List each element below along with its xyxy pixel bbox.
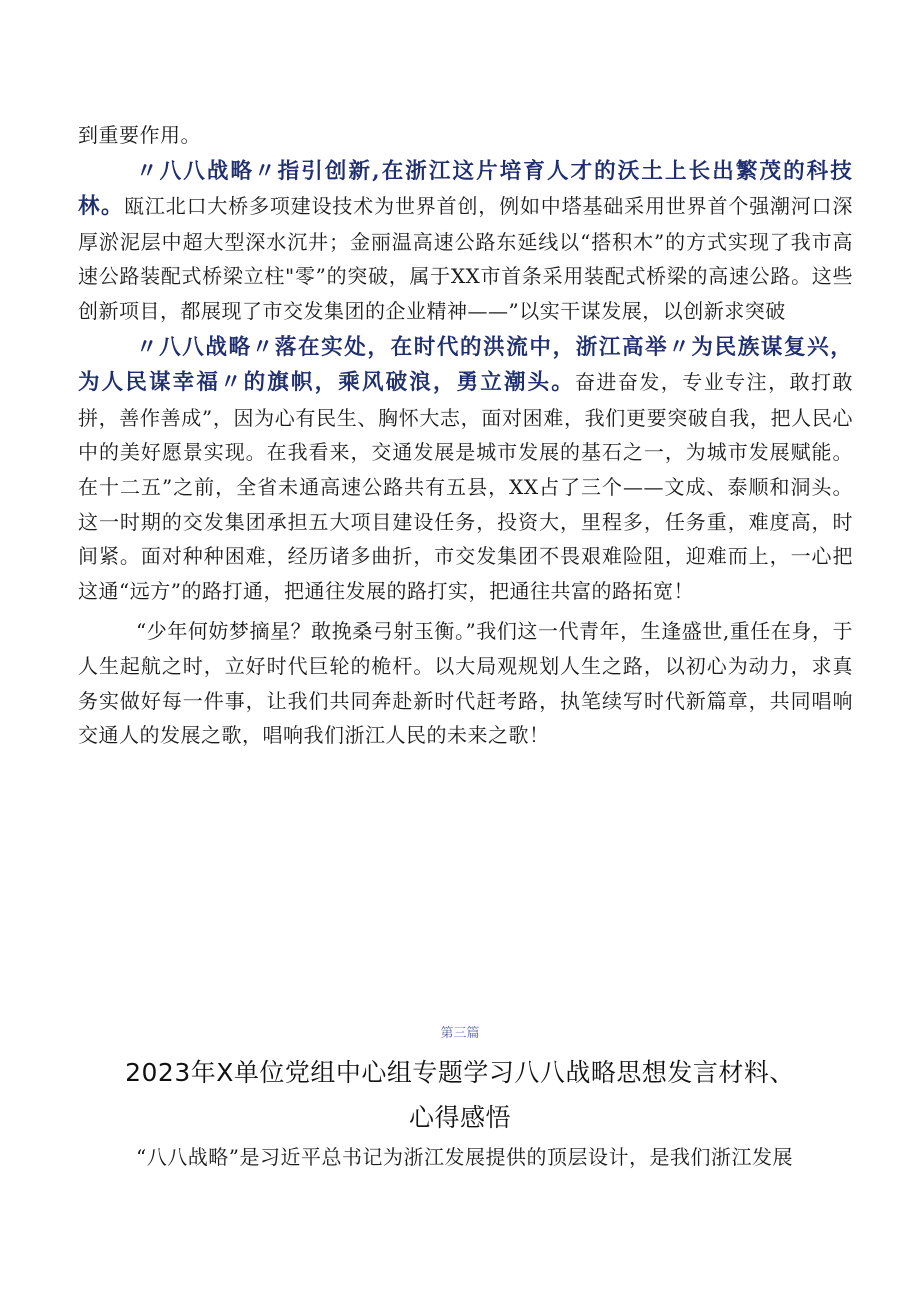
document-body [78, 118, 853, 753]
paragraph-2-body: 瓯江北口大桥多项建设技术为世界首创，例如中塔基础采用世界首个强潮河口深厚淤泥层中超大型深水沉井；金丽温高速公路东延线以“搭积木”的方式实现了我市高速公路装配式桥梁立柱"零”的突破，属于XX市首条采用装配式桥梁的高速公路。这些创新项目，都展现了市交发集团的企业精神——”以实干谋发展，以创新求突破 [78, 194, 853, 323]
section-label: 第三篇 [440, 1026, 480, 1041]
paragraph-3-headline: 〃八八战略〃落在实处，在时代的洪流中，浙江高举〃为民族谋复兴，为人民谋幸福〃的旗帜，乘风破浪，勇立潮头。 [78, 334, 853, 396]
document-title [0, 1050, 920, 1140]
paragraph-2-headline: 〃八八战略〃指引创新,在浙江这片培育人才的沃土上长出繁茂的科技林。 [78, 158, 853, 220]
paragraph-3-body: 奋进奋发，专业专注，敢打敢拼，善作善成”，因为心有民生、胸怀大志，面对困难，我们更要突破自我，把人民心中的美好愿景实现。在我看来，交通发展是城市发展的基石之一，为城市发展赋能。在十二五”之前，全省未通高速公路共有五县，XX占了三个——文成、泰顺和洞头。这一时期的交发集团承担五大项目建设任务，投资大，里程多，任务重，难度高，时间紧。面对种种困难，经历诸多曲折，市交发集团不畏艰难险阻，迎难而上，一心把这通“远方”的路打通，把通往发展的路打实，把通往共富的路拓宽！ [78, 370, 853, 603]
title-line-2: 心得感悟 [408, 1103, 511, 1132]
paragraph-2 [78, 154, 853, 329]
paragraph-4: “少年何妨梦摘星？敢挽桑弓射玉衡。”我们这一代青年，生逢盛世,重任在身，于人生起航之时，立好时代巨轮的桅杆。以大局观规划人生之路，以初心为动力，求真务实做好每一件事，让我们共同奔赴新时代赶考路，执笔续写时代新篇章，共同唱响交通人的发展之歌，唱响我们浙江人民的未来之歌！ [78, 619, 853, 748]
paragraph-3 [78, 330, 853, 609]
paragraph-1: 到重要作用。 [78, 123, 201, 147]
last-paragraph: “八八战略”是习近平总书记为浙江发展提供的顶层设计，是我们浙江发展 [136, 1145, 793, 1169]
title-line-1: 2023年X单位党组中心组专题学习八八战略思想发言材料、 [125, 1058, 795, 1087]
